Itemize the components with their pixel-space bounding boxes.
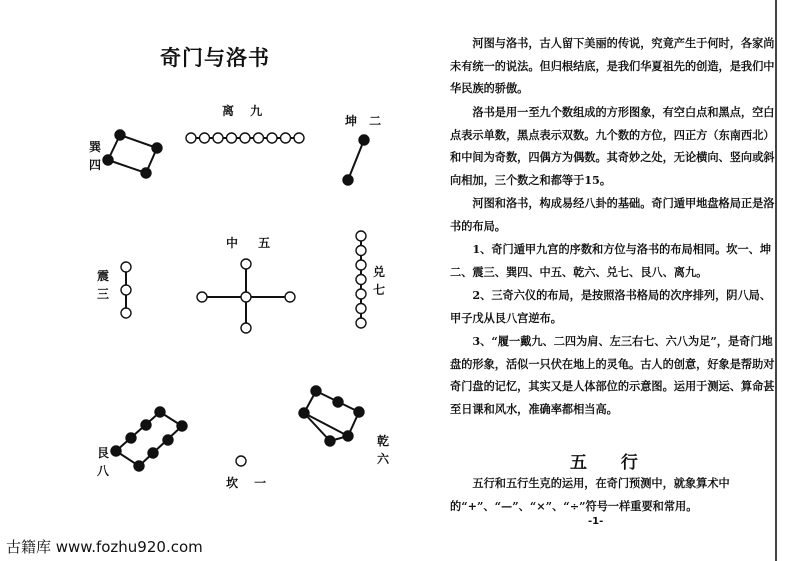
qian-dot: [325, 436, 335, 446]
page-number: -1-: [588, 516, 604, 527]
xun-four-dots: [108, 135, 157, 173]
dui-dot: [356, 318, 366, 328]
dui-dot: [356, 289, 366, 299]
center-dot: [241, 292, 251, 302]
label-kan-one: 坎 一: [226, 476, 273, 490]
right-page: [440, 0, 793, 561]
center-dot: [197, 292, 207, 302]
paragraph-point-two: 2、三奇六仪的布局，是按照洛书格局的次序排列，阴八局、甲子戊从艮八宫逆布。: [450, 288, 772, 325]
paragraph-wuxing: 五行和五行生克的运用，在奇门预测中，就象算术中的“+”、“—”、“×”、“÷”符号一样重要和常用。: [450, 476, 730, 513]
gen-dot: [155, 407, 165, 417]
center-dot: [241, 259, 251, 269]
zhen-dot: [121, 308, 131, 318]
zhen-dot: [121, 262, 131, 272]
page-title: 奇门与洛书: [160, 46, 270, 70]
gen-dot: [148, 448, 158, 458]
li-dot: [213, 133, 223, 143]
xun-dot: [115, 130, 125, 140]
xun-dot: [103, 155, 113, 165]
li-dot: [227, 133, 237, 143]
qian-dot: [311, 386, 321, 396]
kun-two-line: [348, 140, 364, 180]
paragraph-luoshu-definition: 洛书是用一至九个数组成的方形图象，有空白点和黑点，空白点表示单数，黑点表示双数。九个数的方位，四正方（东南西北）和中间为奇数，四偶方为偶数。其奇妙之处，无论横向、竖向或斜向相加，三个数之和都等于15。: [450, 105, 775, 187]
paragraph-point-one: 1、奇门遁甲九宫的序数和方位与洛书的布局相同。坎一、坤二、震三、巽四、中五、乾六、兑七、艮八、离九。: [450, 242, 772, 279]
label-zhen-three: 震三: [96, 269, 109, 301]
paragraph-bagua-basis: 河图和洛书，构成易经八卦的基础。奇门遁甲地盘格局正是洛书的布局。: [450, 196, 775, 233]
paragraph-point-three: 3、“履一戴九、二四为肩、左三右七、六八为足”，是奇门地盘的形象，活似一只伏在地上的灵龟。古人的创意，好象是帮助对奇门盘的记忆，其实又是人体部位的示意图。运用于测运、算命甚至日课和风水，准确率都相当高。: [450, 334, 775, 416]
section-heading-wuxing: 五 行: [570, 453, 652, 473]
gen-dot: [177, 421, 187, 431]
li-dot: [294, 133, 304, 143]
li-dot: [281, 133, 291, 143]
center-dot: [285, 292, 295, 302]
gen-dot: [163, 435, 173, 445]
gen-dot: [134, 461, 144, 471]
label-xun-four: 巽四: [88, 140, 101, 172]
gen-dot: [111, 446, 121, 456]
dui-dot: [356, 231, 366, 241]
label-center-five: 中 五: [226, 236, 279, 250]
gen-dot: [126, 433, 136, 443]
center-dot: [241, 323, 251, 333]
zhen-dot: [121, 285, 131, 295]
xun-dot: [152, 143, 162, 153]
label-gen-eight: 艮八: [96, 446, 109, 478]
page-edge: [775, 0, 777, 561]
label-li-nine: 离 九: [222, 104, 269, 118]
qian-dot: [354, 407, 364, 417]
dui-dot: [356, 260, 366, 270]
kun-dot: [359, 135, 369, 145]
li-dot: [186, 133, 196, 143]
li-dot: [240, 133, 250, 143]
label-kun-two: 坤 二: [345, 114, 386, 128]
dui-dot: [356, 304, 366, 314]
kun-dot: [343, 175, 353, 185]
label-dui-seven: 兑七: [372, 265, 385, 297]
dui-dot: [356, 246, 366, 256]
qian-dot: [333, 397, 343, 407]
qian-dot: [299, 408, 309, 418]
gen-dot: [141, 420, 151, 430]
qian-dot: [343, 431, 353, 441]
paragraph-hetu-luoshu: 河图与洛书，古人留下美丽的传说，究竟产生于何时，各家尚未有统一的说法。但归根结底，是我们华夏祖先的创造，是我们中华民族的骄傲。: [450, 36, 775, 95]
xun-dot: [141, 168, 151, 178]
li-dot: [267, 133, 277, 143]
label-qian-six: 乾六: [376, 434, 389, 466]
dui-dot: [356, 275, 366, 285]
li-dot: [254, 133, 264, 143]
li-dot: [200, 133, 210, 143]
watermark: 古籍库 www.fozhu920.com: [6, 538, 203, 556]
kan-dot: [236, 456, 246, 466]
